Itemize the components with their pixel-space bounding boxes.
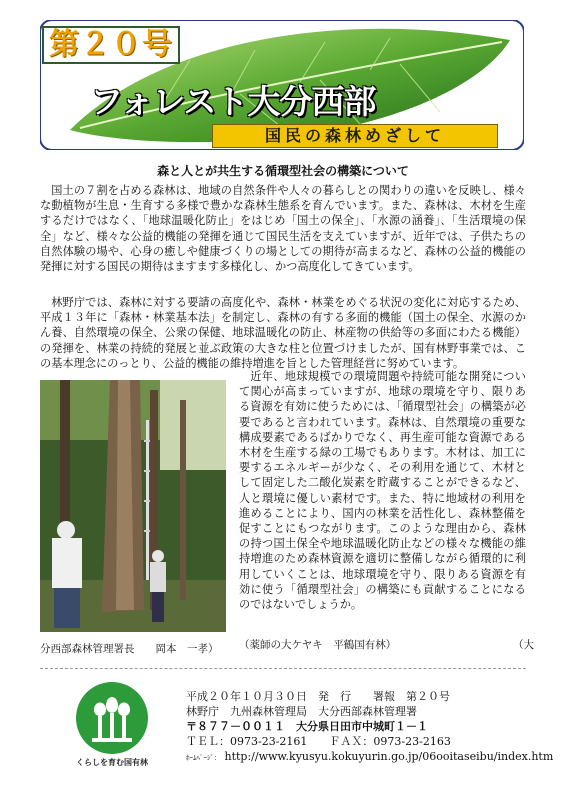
photo-caption: （薬師の大ケヤキ 平鶴国有林） <box>239 639 397 651</box>
newsletter-title: フォレスト大分西部 <box>90 82 376 121</box>
publisher-name: 林野庁 九州森林管理局 大分西部森林管理署 <box>186 705 417 718</box>
homepage-url[interactable]: http://www.kyusyu.kokuyurin.go.jp/06ooitaseibu/index.htm <box>224 750 554 763</box>
author-caption: 分西部森林管理署長 岡本 一孝） <box>40 643 219 655</box>
article-paragraph-2: 林野庁では、森林に対する要請の高度化や、森林・林業をめぐる状況の変化に対応するため、平成１３年に「森林・林業基本法」を制定し、森林の有する多面的機能（国土の保全、水源のかん養、自然環境の保全、公衆の保健、地球温暖化の防止、林産物の供給等の多面にわたる機能）の発揮を、林業の持続的発展と並ぶ政策の大きな柱と位置づけましたが、国有林野事業では、この基本理念にのっとり、公益的機能の維持増進を旨とした管理経営に努めています。 <box>40 296 526 370</box>
homepage-label: ﾎｰﾑﾍﾟｰｼﾞ： <box>186 754 221 762</box>
contact-numbers: ＴＥＬ：0973-23-2161 ＦＡＸ：0973-23-2163 <box>186 735 451 748</box>
article-paragraph-3: 近年、地球規模での環境問題や持続可能な開発について関心が高まっていますが、地球の環境を守り、限りある資源を有効に使うためには、「循環型社会」の構築が必要であると言われています。森林は、自然環境の重要な構成要素であるばかりでなく、再生産可能な資源である木材を生産する緑の工場でもあります。木材は、加工に要するエネルギーが少なく、その利用を通じて、木材として固定した二酸化炭素を貯蔵することができるなど、人と環境に優しい素材です。また、特に地域材の利用を進めることにより、国内の林業を活性化し、森林整備を促すことにもつながります。このような理由から、森林の持つ国土保全や地球温暖化防止などの様々な機能の維持増進のため森林資源を適切に整備しながら循環的に利用していくことは、地球環境を守り、限りある資源を有効に使う「循環型社会」の構築にも貢献することになるのではないでしょうか。 <box>239 370 526 612</box>
footer-divider <box>40 668 526 669</box>
forest-photo <box>40 380 226 632</box>
homepage-line <box>186 749 553 767</box>
article-headline: 森と人とが共生する循環型社会の構築について <box>157 164 409 178</box>
newsletter-subtitle: 国民の森林めざして <box>264 126 445 145</box>
issue-number: 第２０号 <box>49 27 173 62</box>
author-caption-start: （大 <box>513 639 534 651</box>
article-paragraph-1: 国土の７割を占める森林は、地域の自然条件や人々の暮らしとの関わりの違いを反映し、様々な動植物が生息・生育する多様で豊かな森林生態系を育んでいます。また、森林は、木材を生産するだけではなく、「地球温暖化防止」をはじめ「国土の保全」、「水源の涵養」、「生活環境の保全」など、様々な公益的機能の発揮を通じて国民生活を支えていますが、近年では、子供たちの自然体験の場や、心身の癒しや健康づくりの場としての期待が高まるなど、森林の公益的機能の発揮に対する国民の期待はますます多様化し、かつ高度化してきています。 <box>40 184 526 274</box>
logo-caption: くらしを育む国有林 <box>76 758 148 767</box>
publication-date: 平成２０年１０月３０日 発 行 署報 第２０号 <box>186 690 450 703</box>
publisher-address: 〒８７７－００１１ 大分県日田市中城町１－１ <box>186 720 428 733</box>
